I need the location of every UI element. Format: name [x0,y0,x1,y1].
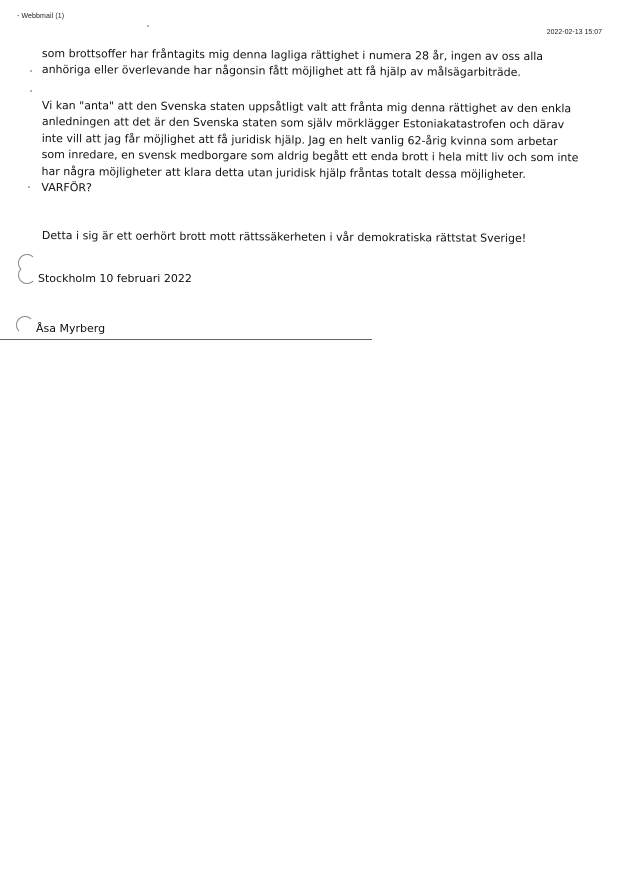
text-line: Detta i sig är ett oerhört brott mott rättssäkerheten i vår demokratiska rättstat Sverige! [41,228,527,245]
scan-curve-mark [16,316,34,334]
scan-speck [30,70,32,72]
text-line: har några möjligheter att klara detta utan juridisk hjälp fråntas totalt dessa möjligheter. [41,164,526,181]
text-line: som inredare, en svensk medborgare som aldrig begått ett enda brott i hela mitt liv och som inte [41,148,579,165]
paragraph-1 [42,46,602,82]
paragraph-3 [42,228,602,248]
signature-name: Åsa Myrberg [36,322,106,335]
text-line: VARFÖR? [41,181,92,195]
text-line: Vi kan "anta" att den Svenska staten uppsåtligt valt att frånta mig denna rättighet av den enkla [41,98,572,116]
header-timestamp: 2022-02-13 15:07 [546,29,602,36]
text-line: anhöriga eller överlevande har någonsin fått möjlighet att få hjälp av målsägarbiträde. [41,63,521,80]
scan-speck [147,25,149,27]
signature-line [0,339,372,340]
scan-speck [30,90,32,92]
text-line: inte vill att jag får möjlighet att få juridisk hjälp. Jag en helt vanlig 62-årig kvinna som arbetar [41,131,558,148]
text-line: anledningen att det är den Svenska staten som själv mörklägger Estoniakatastrofen och därav [41,115,565,132]
place-and-date: Stockholm 10 februari 2022 [38,272,192,285]
header-source: - Webbmail (1) [17,13,65,20]
paragraph-2 [41,98,602,200]
scan-curve-mark [18,266,36,284]
text-line: som brottsoffer har fråntagits mig denna lagliga rättighet i numera 28 år, ingen av oss alla [41,46,544,64]
scan-speck [28,186,30,188]
